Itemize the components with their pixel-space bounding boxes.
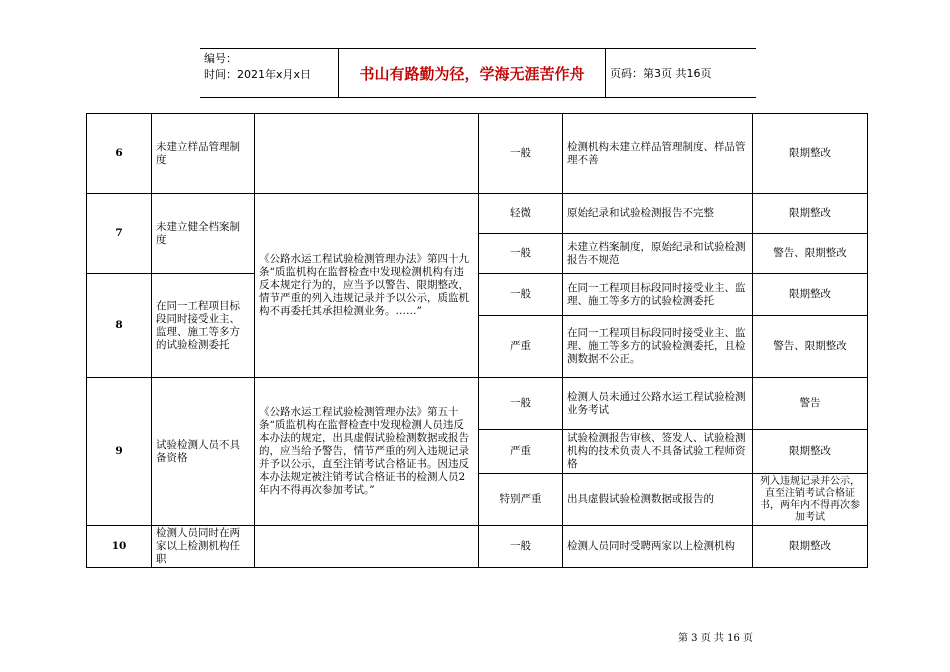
- page-header: [200, 48, 756, 98]
- page-footer: 第 3 页 共 16 页: [678, 633, 753, 644]
- violation-item: 未建立健全档案制度: [152, 194, 255, 274]
- table-row: [87, 526, 868, 568]
- legal-basis: [255, 526, 479, 568]
- legal-basis: [255, 114, 479, 194]
- header-meta: [204, 51, 311, 83]
- severity-level: 一般: [479, 274, 563, 316]
- penalty: 限期整改: [753, 430, 868, 474]
- violation-description: 未建立档案制度，原始纪录和试验检测报告不规范: [563, 234, 753, 274]
- penalty-table: [86, 113, 868, 568]
- violation-item: 未建立样品管理制度: [152, 114, 255, 194]
- row-number: 7: [87, 194, 152, 274]
- penalty: 警告: [753, 378, 868, 430]
- violation-description: 在同一工程项目标段同时接受业主、监理、施工等多方的试验检测委托: [563, 274, 753, 316]
- violation-description: 原始纪录和试验检测报告不完整: [563, 194, 753, 234]
- severity-level: 严重: [479, 316, 563, 378]
- severity-level: 一般: [479, 378, 563, 430]
- violation-item: 检测人员同时在两家以上检测机构任职: [152, 526, 255, 568]
- table-row: [87, 378, 868, 430]
- penalty: 限期整改: [753, 194, 868, 234]
- penalty: 限期整改: [753, 526, 868, 568]
- row-number: 8: [87, 274, 152, 378]
- severity-level: 一般: [479, 234, 563, 274]
- number-label: 编号：: [204, 52, 237, 65]
- severity-level: 一般: [479, 114, 563, 194]
- penalty: 警告、限期整改: [753, 234, 868, 274]
- penalty: 限期整改: [753, 114, 868, 194]
- violation-description: 在同一工程项目标段同时接受业主、监理、施工等多方的试验检测委托，且检测数据不公正。: [563, 316, 753, 378]
- table-row: [87, 114, 868, 194]
- header-divider: [605, 49, 606, 97]
- row-number: 9: [87, 378, 152, 526]
- legal-basis: 《公路水运工程试验检测管理办法》第四十九条“质监机构在监督检查中发现检测机构有违反本规定行为的，应当予以警告、限期整改，情节严重的列入违规记录并予以公示，质监机构不再委托其承担检测业务。……”: [255, 194, 479, 378]
- row-number: 6: [87, 114, 152, 194]
- severity-level: 轻微: [479, 194, 563, 234]
- violation-item: 在同一工程项目标段同时接受业主、监理、施工等多方的试验检测委托: [152, 274, 255, 378]
- violation-item: 试验检测人员不具备资格: [152, 378, 255, 526]
- row-number: 10: [87, 526, 152, 568]
- penalty: 列入违规记录并公示，直至注销考试合格证书，两年内不得再次参加考试: [753, 474, 868, 526]
- violation-description: 出具虚假试验检测数据或报告的: [563, 474, 753, 526]
- header-motto: 书山有路勤为径，学海无涯苦作舟: [359, 65, 585, 83]
- penalty: 警告、限期整改: [753, 316, 868, 378]
- violation-description: 检测人员未通过公路水运工程试验检测业务考试: [563, 378, 753, 430]
- legal-basis: 《公路水运工程试验检测管理办法》第五十条“质监机构在监督检查中发现检测人员违反本办法的规定，出具虚假试验检测数据或报告的，应当给予警告，情节严重的列入违规记录并予以公示，直至注销考试合格证书。因违反本办法规定被注销考试合格证书的检测人员2年内不得再次参加考试。”: [255, 378, 479, 526]
- time-label: 时间：2021年x月x日: [204, 68, 312, 81]
- violation-description: 检测机构未建立样品管理制度、样品管理不善: [563, 114, 753, 194]
- header-page-label: 页码：第3页 共16页: [610, 67, 712, 80]
- violation-description: 检测人员同时受聘两家以上检测机构: [563, 526, 753, 568]
- table-row: [87, 194, 868, 234]
- severity-level: 一般: [479, 526, 563, 568]
- violation-description: 试验检测报告审核、签发人、试验检测机构的技术负责人不具备试验工程师资格: [563, 430, 753, 474]
- penalty: 限期整改: [753, 274, 868, 316]
- severity-level: 严重: [479, 430, 563, 474]
- severity-level: 特别严重: [479, 474, 563, 526]
